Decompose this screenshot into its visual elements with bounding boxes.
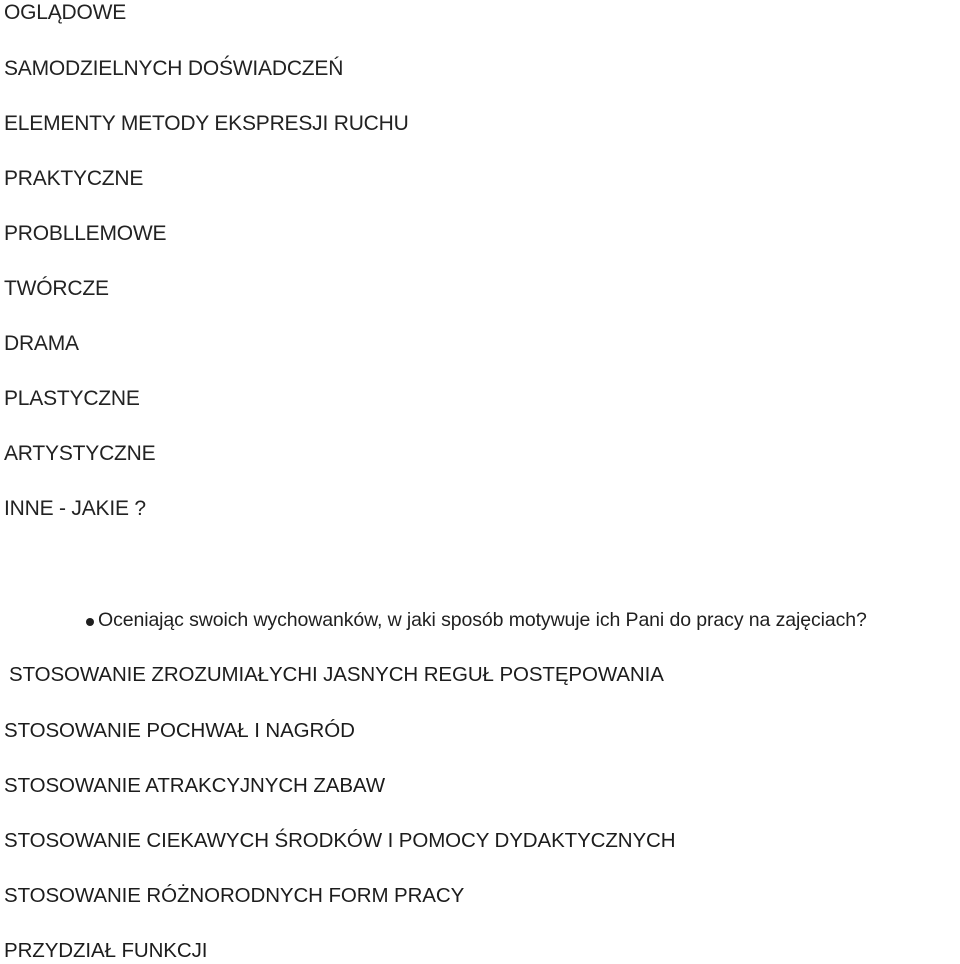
option-inne: INNE - JAKIE ? [4, 497, 146, 520]
option-plastyczne: PLASTYCZNE [4, 387, 140, 410]
bullet-icon [86, 618, 94, 626]
question-text: Oceniając swoich wychowanków, w jaki sposób motywuje ich Pani do pracy na zajęciach? [98, 609, 867, 631]
answer-zabawy: STOSOWANIE ATRAKCYJNYCH ZABAW [4, 774, 385, 797]
answer-srodki-pomocy: STOSOWANIE CIEKAWYCH ŚRODKÓW I POMOCY DYDAKTYCZNYCH [4, 829, 676, 852]
option-problemowe: PROBLLEMOWE [4, 222, 167, 245]
option-drama: DRAMA [4, 332, 79, 355]
option-samodzielnych-doswiadczen: SAMODZIELNYCH DOŚWIADCZEŃ [4, 57, 344, 80]
answer-przydzial-funkcji: PRZYDZIAŁ FUNKCJI [4, 939, 208, 962]
option-praktyczne: PRAKTYCZNE [4, 167, 144, 190]
question-motivation [86, 609, 867, 632]
option-tworcze: TWÓRCZE [4, 277, 109, 300]
option-ogladowe: OGLĄDOWE [4, 1, 127, 24]
answer-formy-pracy: STOSOWANIE RÓŻNORODNYCH FORM PRACY [4, 884, 465, 907]
option-ekspresji-ruchu: ELEMENTY METODY EKSPRESJI RUCHU [4, 112, 409, 135]
answer-pochwaly: STOSOWANIE POCHWAŁ I NAGRÓD [4, 719, 355, 742]
answer-reguly: STOSOWANIE ZROZUMIAŁYCHI JASNYCH REGUŁ POSTĘPOWANIA [9, 663, 664, 686]
option-artystyczne: ARTYSTYCZNE [4, 442, 156, 465]
